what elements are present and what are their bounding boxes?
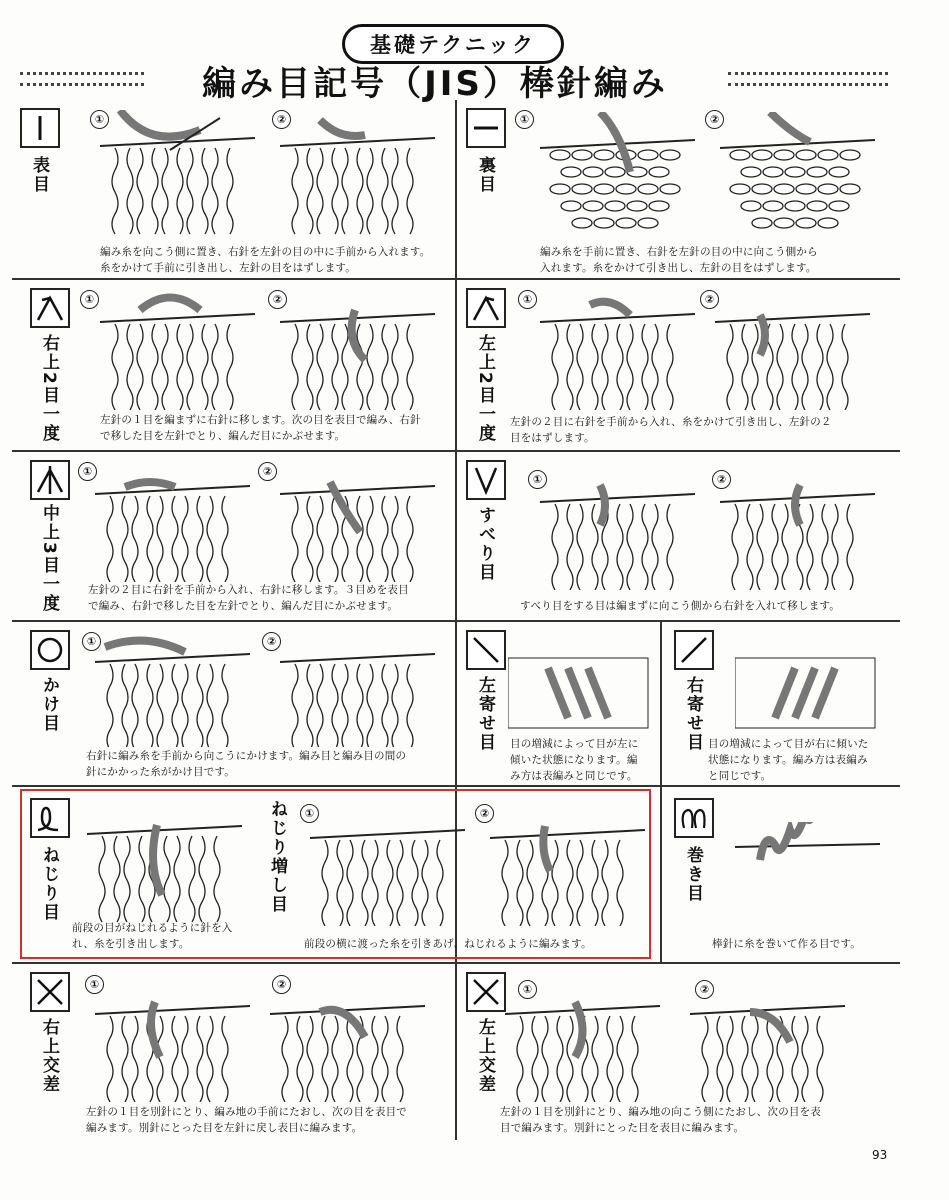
step-2-badge: ② <box>705 110 724 129</box>
page-title: 編み目記号（JIS）棒針編み <box>202 64 668 104</box>
step-1-badge: ① <box>82 632 101 651</box>
right-lean-desc-1: 目の増減によって目が右に傾いた <box>708 738 869 750</box>
twisted-inc-desc-1: 前段の横に渡った糸を引きあげ、ねじれるように編みます。 <box>304 938 592 950</box>
purl-desc-1: 編み糸を手前に置き、右針を左針の目の中に向こう側から <box>540 246 818 258</box>
left-lean-symbol-icon <box>466 630 506 670</box>
slip-illustration-1 <box>540 470 700 590</box>
right-lean-symbol-icon <box>674 630 714 670</box>
purl-label: 裏目 <box>475 156 495 194</box>
knit-label: 表目 <box>29 156 49 194</box>
right-k2tog-illustration-2 <box>280 290 440 410</box>
header-subtitle: 基礎テクニック <box>370 33 536 57</box>
twisted-inc-label: ねじり増し目 <box>267 800 287 914</box>
right-k2tog-symbol-icon <box>30 288 70 328</box>
left-k2tog-symbol-icon <box>466 288 506 328</box>
wrap-desc-1: 棒針に糸を巻いて作る目です。 <box>712 938 861 950</box>
twisted-desc-2: れ、糸を引き出します。 <box>72 938 190 950</box>
knit-desc-1: 編み糸を向こう側に置き、右針を左針の目の中に手前から入れます。 <box>100 246 431 258</box>
left-cross-illustration-2 <box>690 982 850 1102</box>
page-number: 93 <box>872 1148 888 1162</box>
yarn-over-illustration-1 <box>95 632 255 747</box>
left-cross-illustration-1 <box>505 982 665 1102</box>
chain-ornament-left <box>20 72 144 86</box>
slip-label: すべり目 <box>475 506 495 582</box>
step-2-badge: ② <box>712 470 731 489</box>
right-lean-desc-3: と同じです。 <box>708 770 772 782</box>
right-k2tog-desc-1: 左針の１目を編まずに右針に移します。次の目を表目で編み、右針 <box>100 414 421 426</box>
right-cross-desc-2: 編みます。別針にとった目を左針に戻し表目に編みます。 <box>86 1122 363 1134</box>
right-k2tog-desc-2: で移した目を左針でとり、編んだ目にかぶせます。 <box>100 430 346 442</box>
purl-symbol-icon <box>466 108 506 148</box>
left-cross-desc-1: 左針の１目を別針にとり、編み地の向こう側にたおし、次の目を表 <box>500 1106 821 1118</box>
step-1-badge: ① <box>518 290 537 309</box>
yarn-over-symbol-icon <box>30 630 70 670</box>
wrap-label: 巻き目 <box>683 846 703 903</box>
yarn-over-label: かけ目 <box>39 676 59 733</box>
wrap-symbol-icon <box>674 798 714 838</box>
step-1-badge: ① <box>80 290 99 309</box>
twisted-inc-illustration-1 <box>310 806 465 926</box>
slip-desc-1: すべり目をする目は編まずに向こう側から右針を入れて移します。 <box>520 600 840 612</box>
left-k2tog-illustration-1 <box>540 290 700 410</box>
knit-illustration-1 <box>100 110 260 240</box>
right-k2tog-label: 右上2目一度 <box>39 334 59 443</box>
left-lean-desc-1: 目の増減によって目が左に <box>510 738 639 750</box>
step-2-badge: ② <box>695 980 714 999</box>
slip-symbol-icon <box>466 460 506 500</box>
right-cross-illustration-2 <box>270 982 430 1102</box>
twisted-symbol-icon <box>30 798 70 838</box>
left-cross-label: 左上交差 <box>475 1018 495 1094</box>
left-k2tog-label: 左上2目一度 <box>475 334 495 443</box>
center-k3tog-illustration-2 <box>280 462 440 582</box>
center-k3tog-desc-2: で編み、右針で移した目を左針でとり、編んだ目にかぶせます。 <box>88 600 399 612</box>
step-1-badge: ① <box>85 975 104 994</box>
slip-illustration-2 <box>720 470 880 590</box>
left-cross-desc-2: 目で編みます。別針にとった目を表目に編みます。 <box>500 1122 745 1134</box>
left-lean-desc-3: み方は表編みと同じです。 <box>510 770 638 782</box>
right-cross-desc-1: 左針の１目を別針にとり、編み地の手前にたおし、次の目を表目で <box>86 1106 407 1118</box>
step-2-badge: ② <box>258 462 277 481</box>
twisted-illustration <box>82 800 267 925</box>
purl-illustration-1 <box>540 112 700 242</box>
step-1-badge: ① <box>518 980 537 999</box>
left-k2tog-illustration-2 <box>715 290 875 410</box>
right-k2tog-illustration-1 <box>100 290 260 410</box>
grid-row2 <box>12 450 900 452</box>
grid-row4 <box>12 785 900 787</box>
knit-desc-2: 糸をかけて手前に引き出し、左針の目をはずします。 <box>100 262 356 274</box>
step-2-badge: ② <box>272 110 291 129</box>
right-cross-symbol-icon <box>30 972 70 1012</box>
step-1-badge: ① <box>90 110 109 129</box>
wrap-illustration <box>735 822 880 892</box>
yarn-over-illustration-2 <box>280 632 440 747</box>
grid-right-sub-divider <box>660 620 662 785</box>
step-1-badge: ① <box>300 804 319 823</box>
center-k3tog-label: 中上3目一度 <box>39 504 59 613</box>
left-k2tog-desc-2: 目をはずします。 <box>510 432 595 444</box>
step-2-badge: ② <box>262 632 281 651</box>
twisted-inc-illustration-2 <box>490 806 645 926</box>
center-k3tog-symbol-icon <box>30 460 70 500</box>
grid-row3 <box>12 620 900 622</box>
step-2-badge: ② <box>475 804 494 823</box>
purl-illustration-2 <box>720 112 880 242</box>
twisted-label: ねじり目 <box>39 846 59 922</box>
step-1-badge: ① <box>515 110 534 129</box>
twisted-desc-1: 前段の目がねじれるように針を入 <box>72 922 233 934</box>
step-1-badge: ① <box>528 470 547 489</box>
left-lean-label: 左寄せ目 <box>475 676 495 752</box>
right-lean-illustration <box>735 648 880 733</box>
step-2-badge: ② <box>700 290 719 309</box>
grid-right-sub-divider-2 <box>660 785 662 962</box>
chain-ornament-right <box>728 72 888 86</box>
right-cross-illustration-1 <box>95 982 255 1102</box>
step-2-badge: ② <box>272 975 291 994</box>
grid-row1 <box>12 278 900 280</box>
yarn-over-desc-1: 右針に編み糸を手前から向こうにかけます。編み目と編み目の間の <box>86 750 407 762</box>
center-k3tog-desc-1: 左針の２目に右針を手前から入れ、右針に移します。３目めを表目 <box>88 584 409 596</box>
step-1-badge: ① <box>78 462 97 481</box>
yarn-over-desc-2: 針にかかった糸がかけ目です。 <box>86 766 235 778</box>
right-lean-label: 右寄せ目 <box>683 676 703 752</box>
left-k2tog-desc-1: 左針の２目に右針を手前から入れ、糸をかけて引き出し、左針の２ <box>510 416 832 428</box>
left-lean-desc-2: 傾いた状態になります。編 <box>510 754 638 766</box>
right-cross-label: 右上交差 <box>39 1018 59 1094</box>
knit-symbol-icon <box>20 108 60 148</box>
grid-row5 <box>12 962 900 964</box>
knit-illustration-2 <box>280 110 440 240</box>
step-2-badge: ② <box>268 290 287 309</box>
purl-desc-2: 入れます。糸をかけて引き出し、左針の目をはずします。 <box>540 262 817 274</box>
center-k3tog-illustration-1 <box>95 462 255 582</box>
right-lean-desc-2: 状態になります。編み方は表編み <box>708 754 868 766</box>
left-cross-symbol-icon <box>466 972 506 1012</box>
left-lean-illustration <box>508 648 653 733</box>
